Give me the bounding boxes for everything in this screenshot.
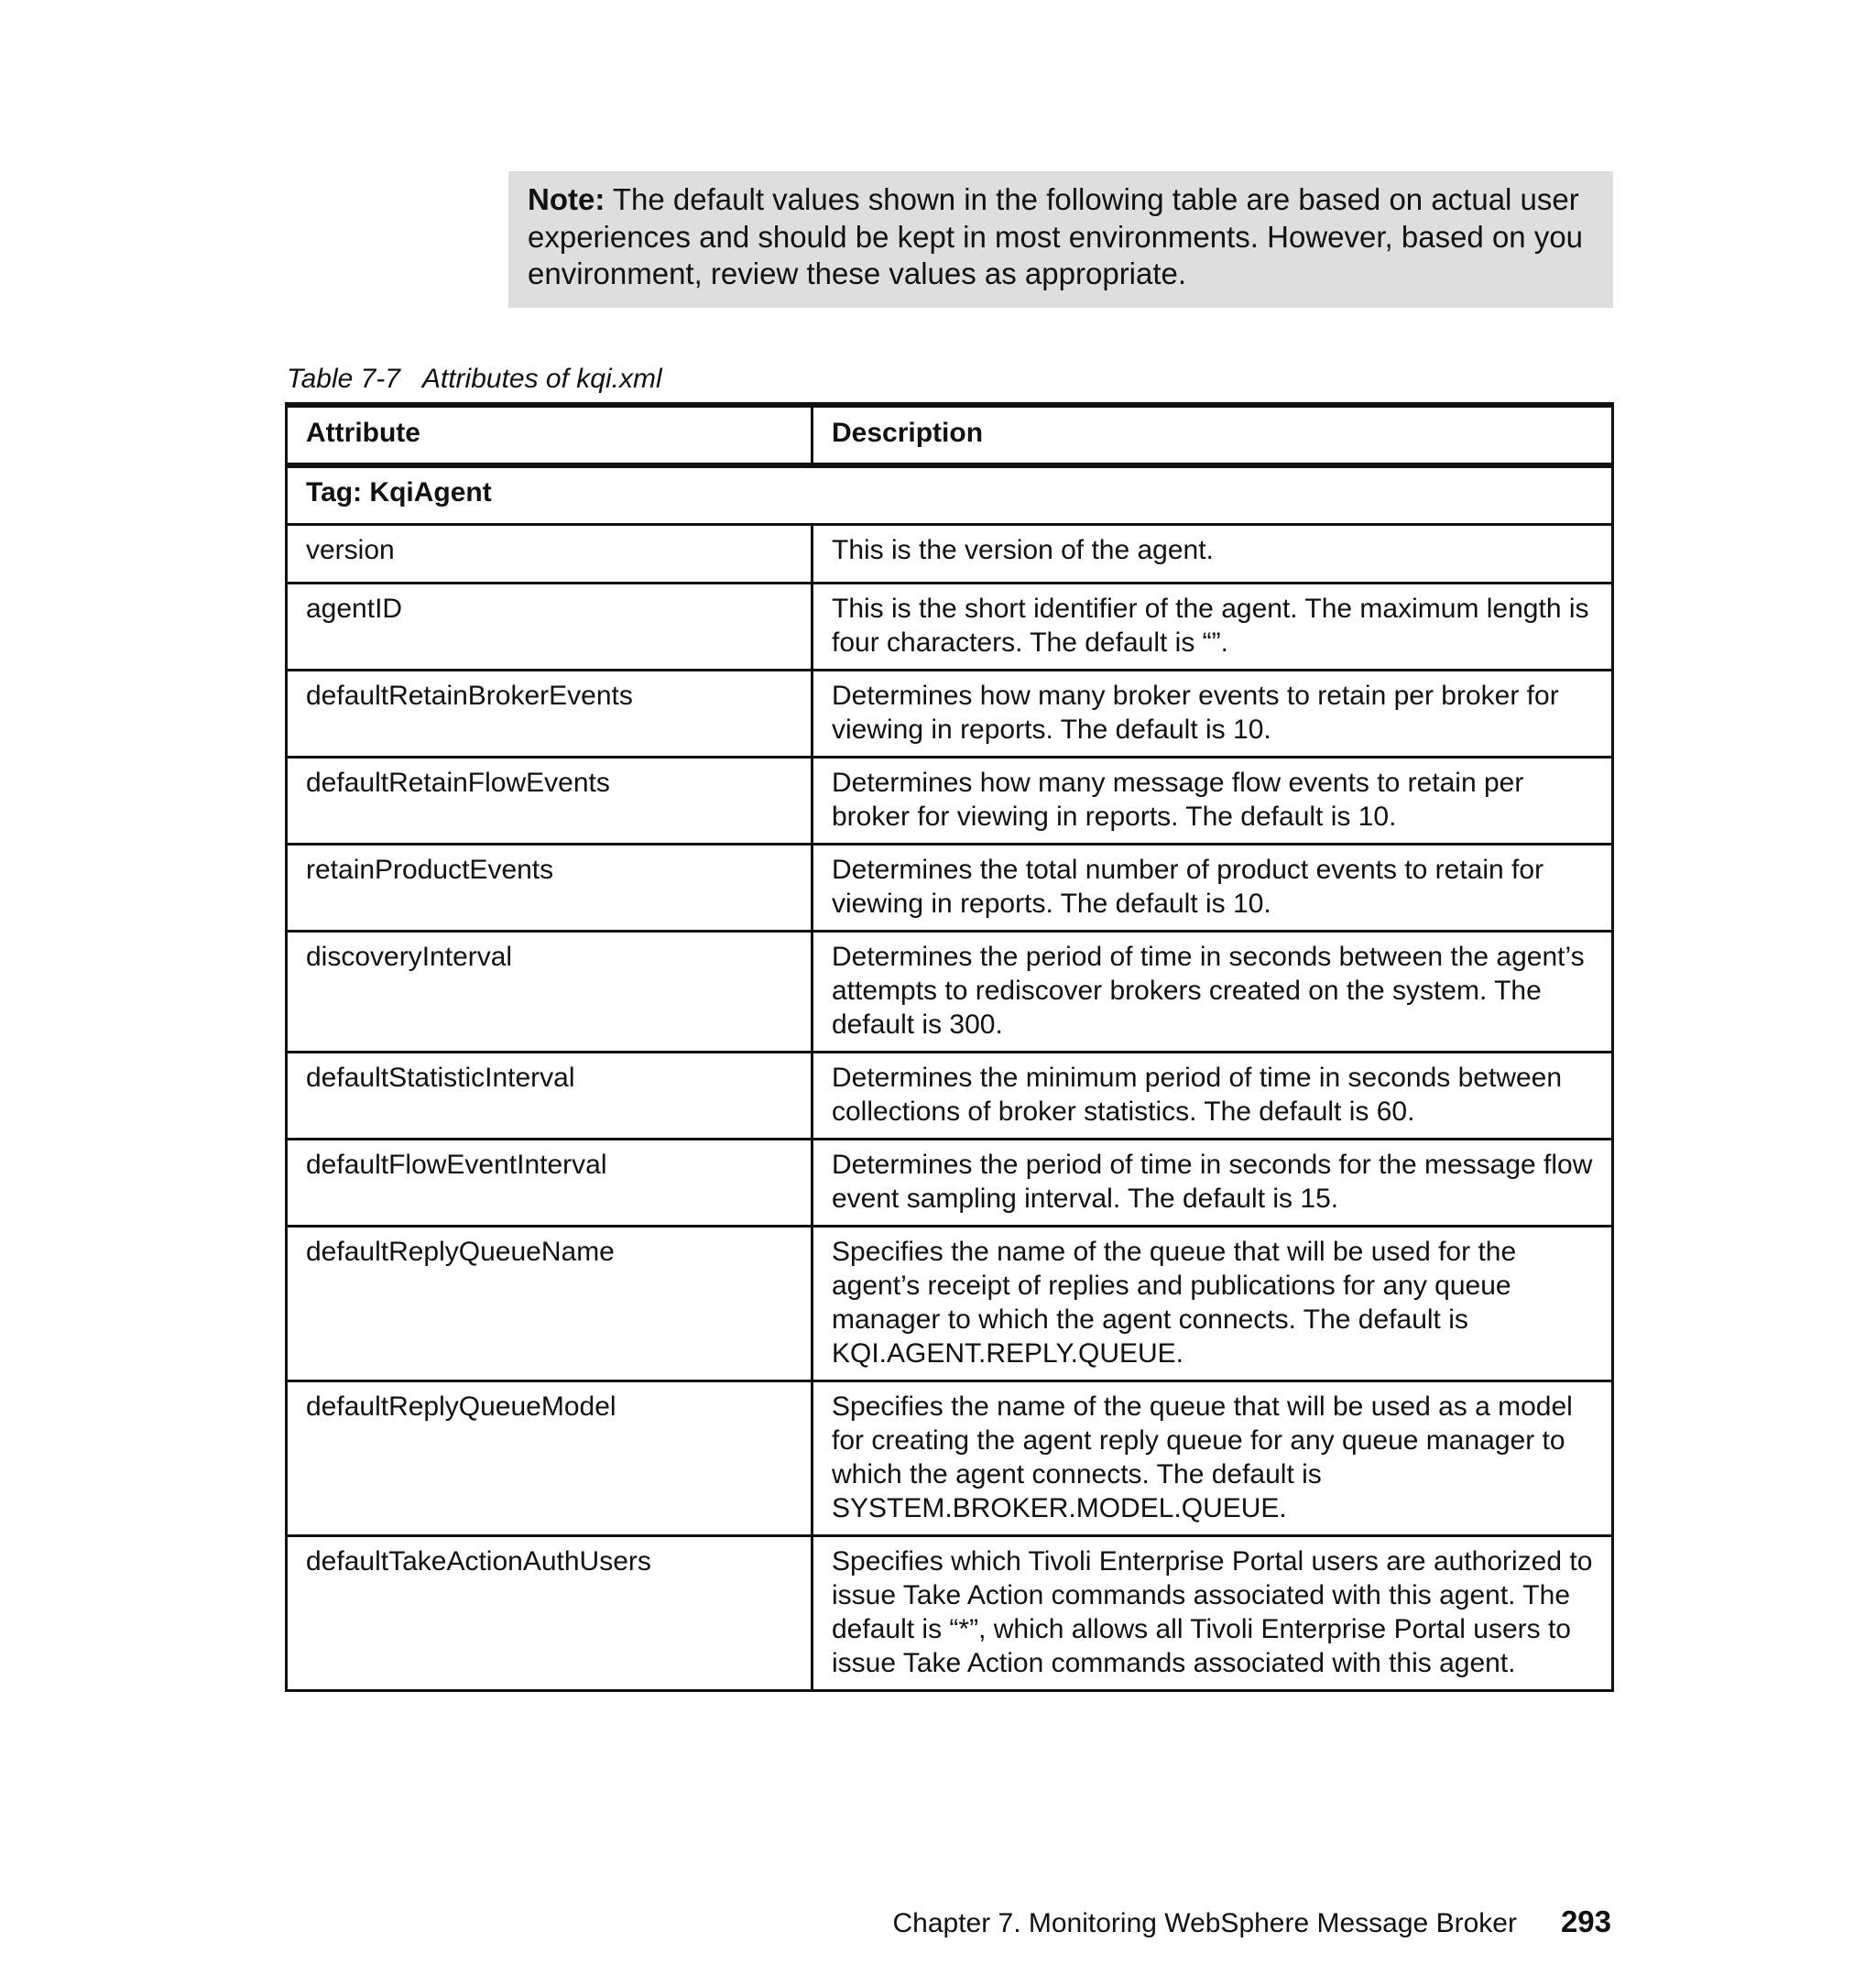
description-cell: Determines the minimum period of time in seconds between collections of broker statistics. The default is 60.	[813, 1052, 1613, 1139]
table-row	[287, 1380, 1613, 1535]
attribute-cell: defaultReplyQueueName	[287, 1226, 813, 1380]
attribute-cell: defaultReplyQueueModel	[287, 1380, 813, 1535]
column-header-attribute: Attribute	[287, 405, 813, 465]
attribute-cell: defaultTakeActionAuthUsers	[287, 1535, 813, 1690]
description-cell: Determines how many broker events to retain per broker for viewing in reports. The default is 10.	[813, 670, 1613, 757]
description-cell: Specifies which Tivoli Enterprise Portal users are authorized to issue Take Action commands associated with this agent. The default is “*”, which allows all Tivoli Enterprise Portal users to issue Take Action commands associated with this agent.	[813, 1535, 1613, 1690]
table-section-row	[287, 465, 1613, 524]
attribute-cell: version	[287, 524, 813, 583]
table-row	[287, 524, 1613, 583]
attribute-cell: defaultRetainBrokerEvents	[287, 670, 813, 757]
table-row	[287, 844, 1613, 931]
section-tag-cell: Tag: KqiAgent	[287, 465, 1613, 524]
page-footer	[892, 1904, 1611, 1942]
description-cell: Determines how many message flow events to retain per broker for viewing in reports. The default is 10.	[813, 757, 1613, 844]
description-cell: Determines the period of time in seconds between the agent’s attempts to rediscover brokers created on the system. The default is 300.	[813, 931, 1613, 1052]
attribute-cell: defaultRetainFlowEvents	[287, 757, 813, 844]
table-row	[287, 757, 1613, 844]
footer-chapter-title: Chapter 7. Monitoring WebSphere Message Broker	[892, 1908, 1517, 1938]
note-text: The default values shown in the following table are based on actual user experiences and should be kept in most environments. However, based on you environment, review these values as appropriate.	[528, 182, 1584, 290]
table-row	[287, 583, 1613, 670]
description-cell: Determines the period of time in seconds for the message flow event sampling interval. The default is 15.	[813, 1139, 1613, 1226]
note-label: Note:	[528, 182, 605, 216]
description-cell: Determines the total number of product events to retain for viewing in reports. The default is 10.	[813, 844, 1613, 931]
attribute-cell: defaultStatisticInterval	[287, 1052, 813, 1139]
attribute-cell: discoveryInterval	[287, 931, 813, 1052]
attribute-cell: defaultFlowEventInterval	[287, 1139, 813, 1226]
note-box	[508, 171, 1613, 308]
description-cell: Specifies the name of the queue that will be used as a model for creating the agent reply queue for any queue manager to which the agent connects. The default is SYSTEM.BROKER.MODEL.QUEUE.	[813, 1380, 1613, 1535]
table-row	[287, 1139, 1613, 1226]
table-header-row	[287, 405, 1613, 465]
attribute-cell: retainProductEvents	[287, 844, 813, 931]
table-row	[287, 931, 1613, 1052]
description-cell: Specifies the name of the queue that will be used for the agent’s receipt of replies and publications for any queue manager to which the agent connects. The default is KQI.AGENT.REPLY.QUEUE.	[813, 1226, 1613, 1380]
table-row	[287, 1052, 1613, 1139]
table-row	[287, 1535, 1613, 1690]
page-number: 293	[1560, 1904, 1611, 1938]
description-cell: This is the version of the agent.	[813, 524, 1613, 583]
table-row	[287, 1226, 1613, 1380]
column-header-description: Description	[813, 405, 1613, 465]
description-cell: This is the short identifier of the agent. The maximum length is four characters. The default is “”.	[813, 583, 1613, 670]
attributes-table	[285, 402, 1614, 1692]
table-caption: Table 7-7 Attributes of kqi.xml	[287, 364, 662, 394]
attribute-cell: agentID	[287, 583, 813, 670]
table-row	[287, 670, 1613, 757]
